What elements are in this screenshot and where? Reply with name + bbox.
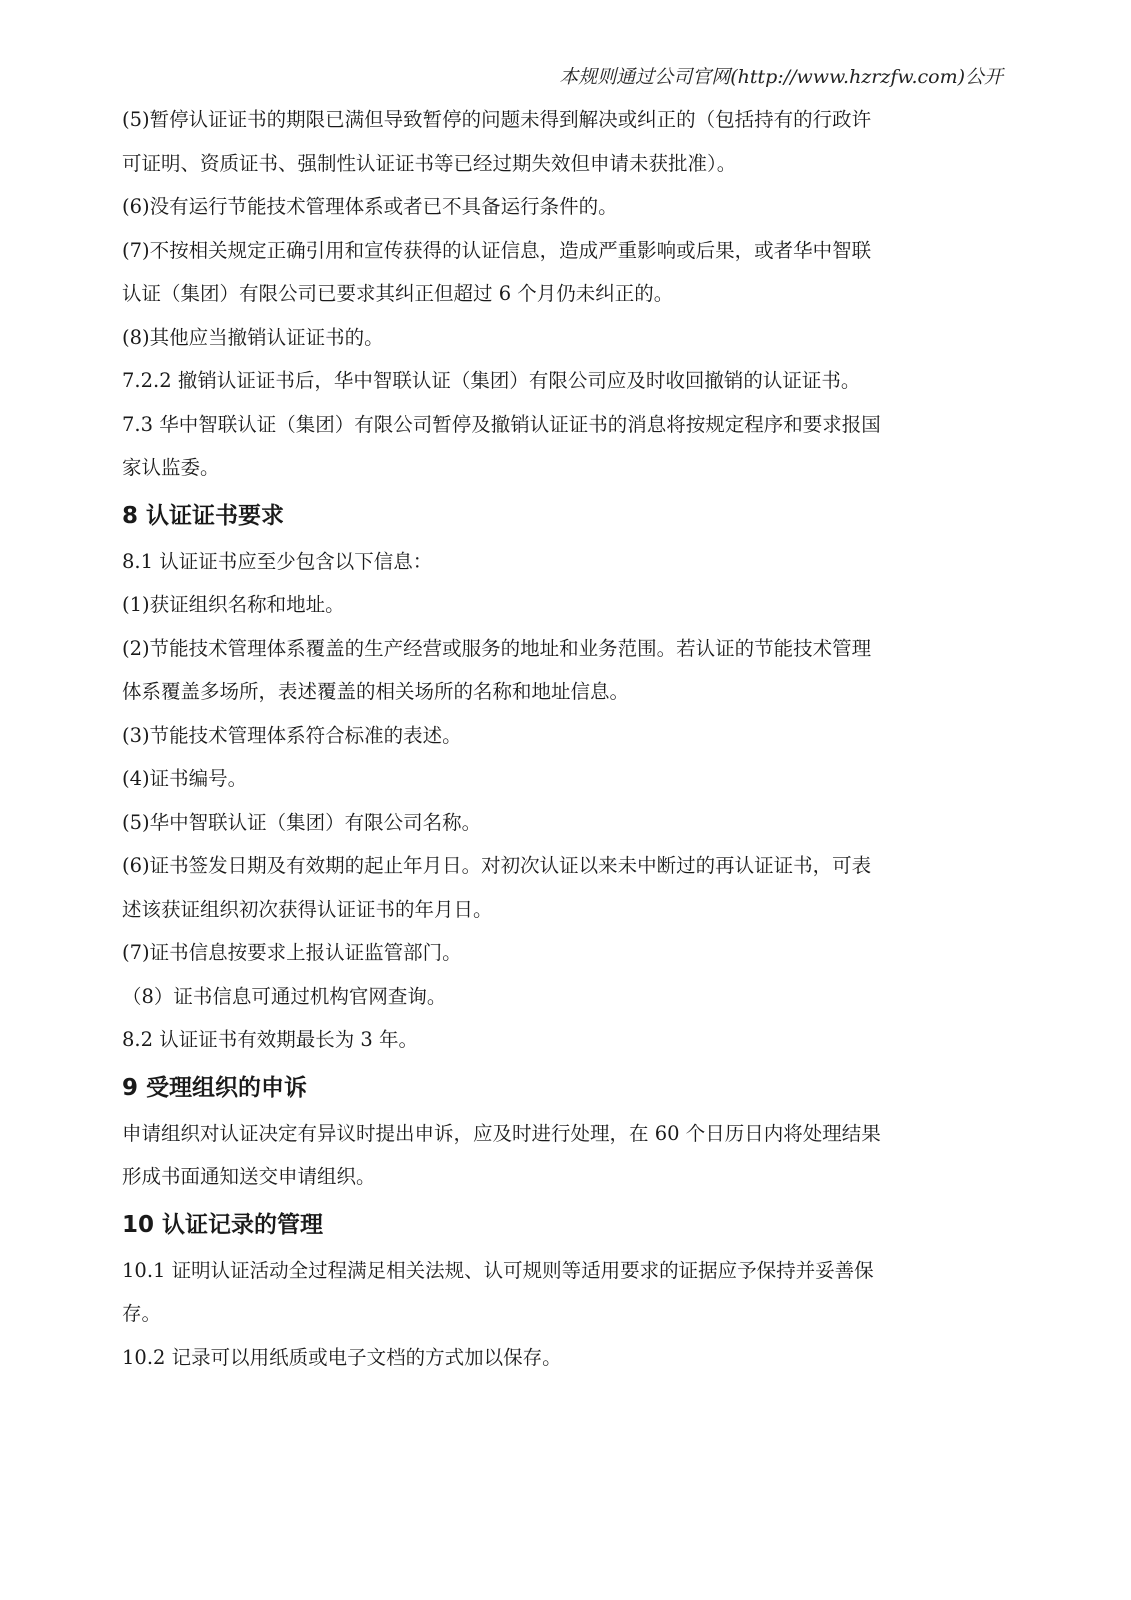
paragraph-line: 7.2.2 撤销认证证书后，华中智联认证（集团）有限公司应及时收回撤销的认证证书。	[122, 369, 861, 392]
paragraph-line: 8.1 认证证书应至少包含以下信息：	[122, 549, 433, 573]
section-heading: 8 认证证书要求	[122, 502, 285, 529]
paragraph-line: 申请组织对认证决定有异议时提出申诉，应及时进行处理，在 60 个日历日内将处理结果	[122, 1121, 881, 1145]
paragraph-line: (7)证书信息按要求上报认证监管部门。	[122, 941, 462, 964]
paragraph-line: (8)其他应当撤销认证证书的。	[122, 325, 384, 349]
paragraph-line: 认证（集团）有限公司已要求其纠正但超过 6 个月仍未纠正的。	[122, 282, 674, 305]
paragraph-line: 7.3 华中智联认证（集团）有限公司暂停及撤销认证证书的消息将按规定程序和要求报国	[122, 412, 881, 436]
paragraph-line: 可证明、资质证书、强制性认证证书等已经过期失效但申请未获批准）。	[122, 151, 737, 175]
paragraph-line: 10.1 证明认证活动全过程满足相关法规、认可规则等适用要求的证据应予保持并妥善保	[122, 1258, 874, 1282]
paragraph-line: 8.2 认证证书有效期最长为 3 年。	[122, 1028, 419, 1051]
paragraph-line: (6)证书签发日期及有效期的起止年月日。对初次认证以来未中断过的再认证证书，可表	[122, 854, 872, 877]
paragraph-line: (7)不按相关规定正确引用和宣传获得的认证信息，造成严重影响或后果，或者华中智联	[122, 238, 872, 262]
paragraph-line: 家认监委。	[122, 456, 220, 479]
paragraph-line: 形成书面通知送交申请组织。	[122, 1165, 376, 1188]
paragraph-line: (1)获证组织名称和地址。	[122, 593, 345, 616]
paragraph-line: 存。	[122, 1302, 162, 1325]
paragraph-line: 体系覆盖多场所，表述覆盖的相关场所的名称和地址信息。	[122, 680, 630, 703]
paragraph-line: 10.2 记录可以用纸质或电子文档的方式加以保存。	[122, 1345, 562, 1369]
paragraph-line: （8）证书信息可通过机构官网查询。	[122, 984, 447, 1008]
paragraph-line: (5)华中智联认证（集团）有限公司名称。	[122, 810, 482, 834]
paragraph-line: 述该获证组织初次获得认证证书的年月日。	[122, 897, 493, 921]
section-heading: 9 受理组织的申诉	[122, 1074, 308, 1101]
paragraph-line: (5)暂停认证证书的期限已满但导致暂停的问题未得到解决或纠正的（包括持有的行政许	[122, 108, 872, 131]
document-body	[122, 98, 1010, 1379]
paragraph-line: (6)没有运行节能技术管理体系或者已不具备运行条件的。	[122, 195, 618, 218]
section-heading: 10 认证记录的管理	[122, 1211, 324, 1238]
paragraph-line: (3)节能技术管理体系符合标准的表述。	[122, 723, 462, 747]
paragraph-line: (2)节能技术管理体系覆盖的生产经营或服务的地址和业务范围。若认证的节能技术管理	[122, 636, 872, 660]
header-note: 本规则通过公司官网(http://www.hzrzfw.com)公开	[559, 66, 1003, 88]
paragraph-line: (4)证书编号。	[122, 767, 248, 790]
